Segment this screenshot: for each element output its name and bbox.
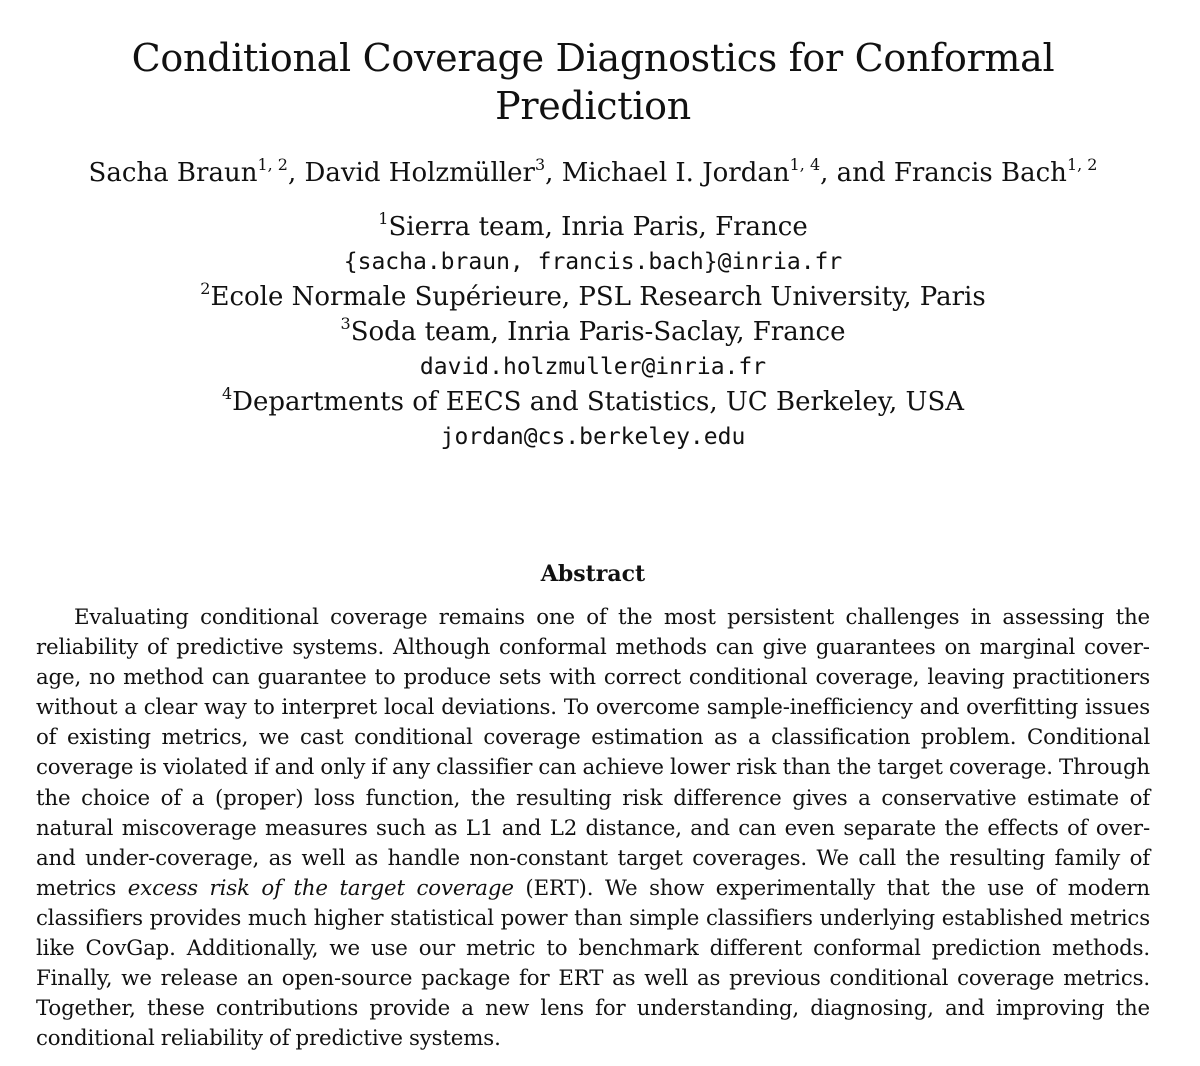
author-separator: , — [545, 158, 562, 188]
affiliation-marker: 3 — [340, 314, 351, 333]
affiliation-2 — [36, 280, 1150, 315]
author-affiliation-marker: 1, 2 — [1066, 155, 1098, 174]
affiliation-1-email: {sacha.braun, francis.bach}@inria.fr — [343, 249, 843, 275]
abstract-text-part-2: (ERT). We show experimentally that the use of modern classifiers provides much higher statistical power than simple classifiers underlying established metrics like CovGap. Additionally, we use our metric to benchmark different conformal prediction methods. Finally, we release an open-source package for ERT as well as previous conditional coverage metrics. Together, these contributions provide a new lens for understanding, diagnosing, and improving the conditional reliability of predictive systems. — [36, 875, 1150, 1052]
abstract-emphasis: excess risk of the target coverage — [127, 875, 514, 901]
author-affiliation-marker: 1, 4 — [789, 155, 821, 174]
affiliation-text: Ecole Normale Supérieure, PSL Research University, Paris — [210, 282, 986, 312]
paper-title: Conditional Coverage Diagnostics for Conformal Prediction — [131, 36, 1055, 128]
affiliation-text: Soda team, Inria Paris-Saclay, France — [350, 317, 846, 347]
affiliation-marker: 4 — [221, 384, 233, 403]
author-affiliation-marker: 1, 2 — [257, 155, 288, 174]
author-name: Sacha Braun — [88, 158, 258, 188]
author-separator: , and — [820, 158, 894, 188]
affiliation-marker: 1 — [378, 209, 389, 228]
author-name: Michael I. Jordan — [561, 158, 790, 188]
abstract-body — [36, 603, 1150, 1054]
affiliation-4 — [36, 385, 1150, 420]
affiliation-marker: 2 — [200, 279, 211, 298]
author-list — [36, 156, 1150, 190]
affiliation-list — [36, 210, 1150, 455]
affiliation-3 — [36, 315, 1150, 350]
abstract-heading: Abstract — [540, 561, 646, 587]
affiliation-3-email: david.holzmuller@inria.fr — [419, 354, 767, 380]
affiliation-text: Departments of EECS and Statistics, UC Berkeley, USA — [232, 387, 965, 417]
author-name: David Holzmüller — [304, 158, 535, 188]
affiliation-text: Sierra team, Inria Paris, France — [388, 212, 808, 242]
affiliation-4-email: jordan@cs.berkeley.edu — [440, 424, 746, 450]
author-name: Francis Bach — [893, 158, 1067, 188]
author-separator: , — [287, 158, 305, 188]
affiliation-1 — [36, 210, 1150, 245]
abstract-text-part-1: Evaluating conditional coverage remains one of the most persistent challenges in assessing the reliability of predictive systems. Although conformal methods can give guarantees on marginal coverage, no method can guarantee to produce sets with correct conditional coverage, leaving practitioners without a clear way to interpret local deviations. To overcome sample-inefficiency and overfitting issues of existing metrics, we cast conditional coverage estimation as a classification problem. Conditional coverage is violated if and only if any classifier can achieve lower risk than the target coverage. Through the choice of a (proper) loss function, the resulting risk difference gives a conservative estimate of natural miscoverage measures such as L1 and L2 distance, and can even separate the effects of over- and under-coverage, as well as handle non-constant target coverages. We call the resulting family of metrics — [36, 605, 1150, 901]
author-affiliation-marker: 3 — [534, 155, 546, 174]
